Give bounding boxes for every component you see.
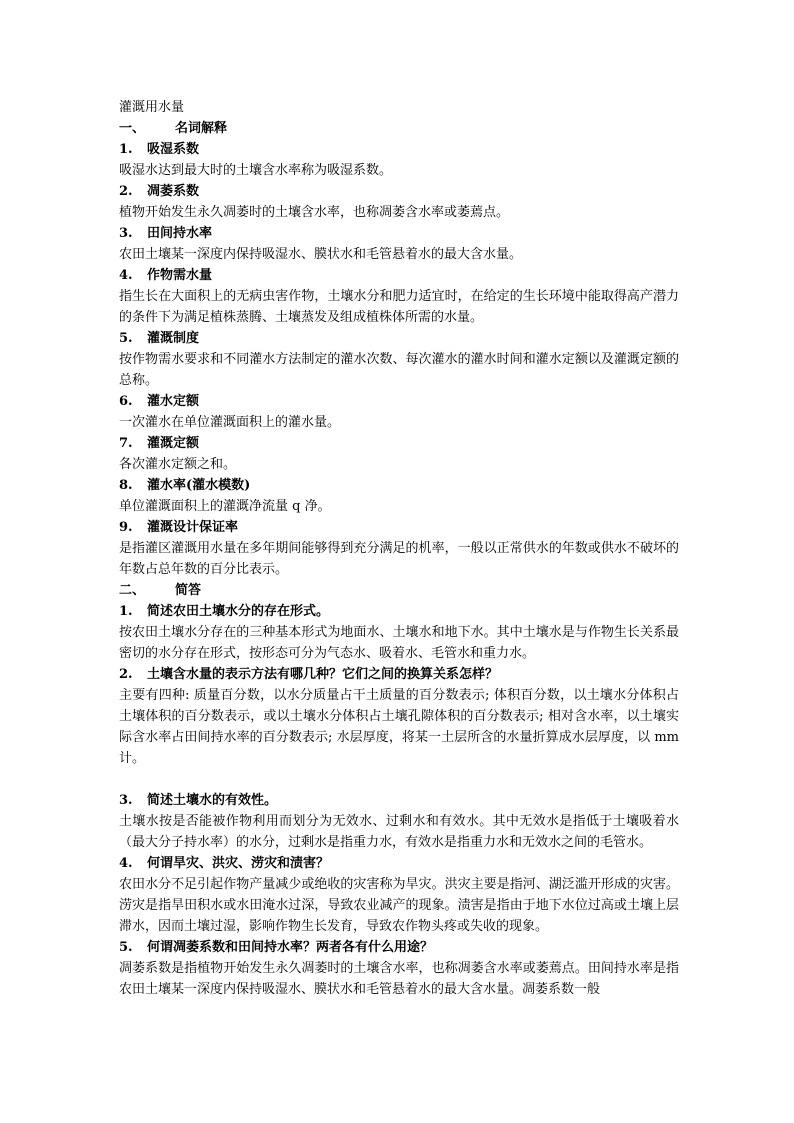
question-answer: 农田水分不足引起作物产量减少或绝收的灾害称为旱灾。洪灾主要是指河、湖泛滥开形成的灾害。涝灾是指旱田积水或水田淹水过深，导致农业减产的现象。渍害是指由于地下水位过高或土壤上层滞水，因而土壤过湿，影响作物生长发育，导致农作物头疼或失收的现象。	[119, 877, 679, 934]
question-title: 简述农田土壤水分的存在形式。	[147, 604, 330, 619]
term-definition: 各次灌水定额之和。	[119, 457, 237, 472]
term-title: 田间持水率	[147, 226, 213, 241]
question-heading	[119, 790, 679, 811]
term-definition: 单位灌溉面积上的灌溉净流量 q 净。	[119, 499, 331, 514]
term-definition: 是指灌区灌溉用水量在多年期间能够得到充分满足的机率，一般以正常供水的年数或供水不破坏的年数占总年数的百分比表示。	[119, 541, 679, 577]
question-heading	[119, 853, 679, 874]
question-answer: 主要有四种: 质量百分数，以水分质量占干土质量的百分数表示; 体积百分数，以土壤水分体积占土壤体积的百分数表示，或以土壤水分体积占土壤孔隙体积的百分数表示; 相对含水率，以土壤实际含水率占田间持水率的百分数表示; 水层厚度，将某一土层所含的水量折算成水层厚度，以 mm 计。	[119, 688, 679, 766]
question-number: 4.	[119, 856, 133, 871]
question-number: 1.	[119, 604, 133, 619]
section-title: 名词解释	[175, 121, 228, 136]
term-heading	[119, 181, 679, 202]
question-title: 何谓旱灾、洪灾、涝灾和渍害？	[147, 856, 330, 871]
question-answer: 土壤水按是否能被作物利用而划分为无效水、过剩水和有效水。其中无效水是指低于土壤吸着水（最大分子持水率）的水分，过剩水是指重力水，有效水是指重力水和无效水之间的毛管水。	[119, 814, 679, 850]
section-heading-terms	[119, 118, 679, 139]
question-number: 2.	[119, 667, 133, 682]
term-number: 9.	[119, 520, 133, 535]
term-heading	[119, 265, 679, 286]
term-number: 1.	[119, 142, 133, 157]
term-heading	[119, 139, 679, 160]
section-number: 二、	[119, 583, 146, 598]
blank-line	[119, 769, 679, 790]
question-heading	[119, 601, 679, 622]
document-page	[119, 97, 679, 1000]
section-number: 一、	[119, 121, 146, 136]
term-title: 灌溉定额	[147, 436, 200, 451]
term-number: 2.	[119, 184, 133, 199]
term-heading	[119, 391, 679, 412]
question-number: 5.	[119, 940, 133, 955]
document-title: 灌溉用水量	[119, 100, 185, 115]
term-definition: 按作物需水要求和不同灌水方法制定的灌水次数、每次灌水的灌水时间和灌水定额以及灌溉定额的总称。	[119, 352, 679, 388]
question-title: 简述土壤水的有效性。	[147, 793, 278, 808]
question-title: 何谓凋萎系数和田间持水率？两者各有什么用途？	[147, 940, 434, 955]
question-answer: 按农田土壤水分存在的三种基本形式为地面水、土壤水和地下水。其中土壤水是与作物生长关系最密切的水分存在形式，按形态可分为气态水、吸着水、毛管水和重力水。	[119, 625, 679, 661]
term-heading	[119, 517, 679, 538]
term-heading	[119, 328, 679, 349]
term-title: 灌溉制度	[147, 331, 200, 346]
question-answer: 凋萎系数是指植物开始发生永久凋萎时的土壤含水率，也称凋萎含水率或萎蔫点。田间持水率是指农田土壤某一深度内保持吸湿水、膜状水和毛管悬着水的最大含水量。凋萎系数一般	[119, 961, 679, 997]
term-heading	[119, 433, 679, 454]
term-title: 灌水率(灌水模数)	[147, 478, 251, 493]
term-heading	[119, 223, 679, 244]
term-number: 7.	[119, 436, 133, 451]
term-title: 凋萎系数	[147, 184, 200, 199]
term-number: 6.	[119, 394, 133, 409]
term-number: 3.	[119, 226, 133, 241]
term-number: 4.	[119, 268, 133, 283]
section-title: 简答	[175, 583, 202, 598]
term-definition: 植物开始发生永久凋萎时的土壤含水率，也称凋萎含水率或萎蔫点。	[119, 205, 510, 220]
question-number: 3.	[119, 793, 133, 808]
term-title: 作物需水量	[147, 268, 213, 283]
term-number: 5.	[119, 331, 133, 346]
question-heading	[119, 664, 679, 685]
question-heading	[119, 937, 679, 958]
term-heading	[119, 475, 679, 496]
term-definition: 指生长在大面积上的无病虫害作物，土壤水分和肥力适宜时，在给定的生长环境中能取得高产潜力的条件下为满足植株蒸腾、土壤蒸发及组成植株体所需的水量。	[119, 289, 679, 325]
term-definition: 一次灌水在单位灌溉面积上的灌水量。	[119, 415, 341, 430]
term-title: 灌溉设计保证率	[147, 520, 239, 535]
term-definition: 吸湿水达到最大时的土壤含水率称为吸湿系数。	[119, 163, 393, 178]
term-definition: 农田土壤某一深度内保持吸湿水、膜状水和毛管悬着水的最大含水量。	[119, 247, 523, 262]
term-number: 8.	[119, 478, 133, 493]
section-heading-questions	[119, 580, 679, 601]
question-title: 土壤含水量的表示方法有哪几种？它们之间的换算关系怎样？	[147, 667, 499, 682]
term-title: 灌水定额	[147, 394, 200, 409]
term-title: 吸湿系数	[147, 142, 200, 157]
